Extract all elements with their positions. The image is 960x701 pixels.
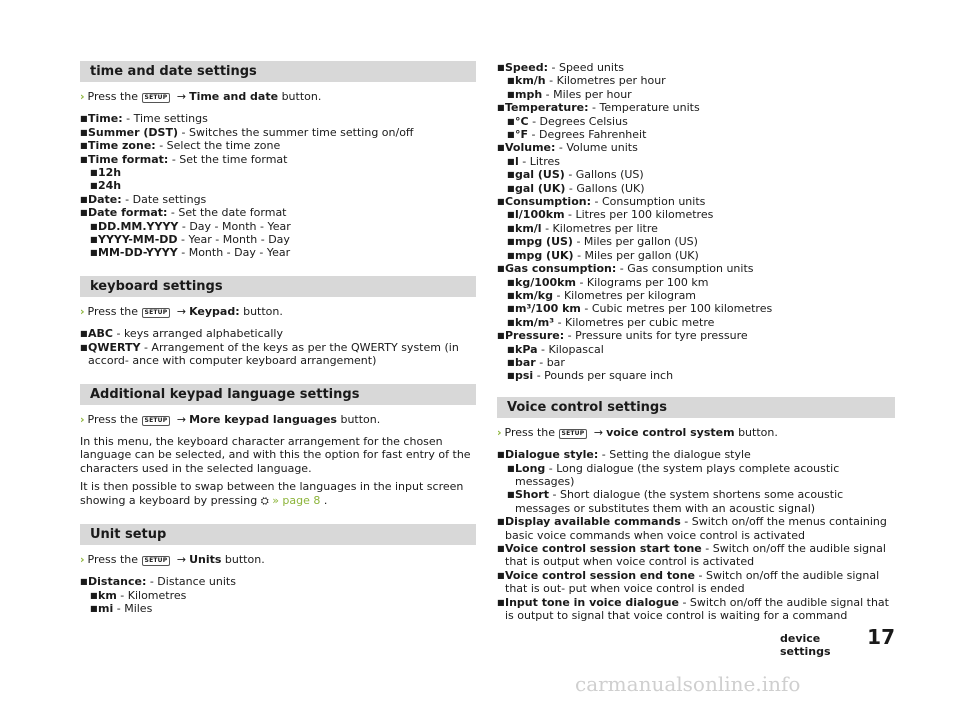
item-desc: - Set the date format	[170, 206, 287, 220]
step-suffix: button.	[281, 90, 322, 103]
item-desc: - Short dialogue (the system shortens some acoustic messages or substitutes them with an acoustic signal)	[515, 488, 844, 515]
item-desc: - Degrees Fahrenheit	[531, 128, 647, 142]
step-target: Units	[189, 552, 222, 566]
item-label: gal (UK)	[515, 181, 566, 195]
item-desc: - Date settings	[125, 192, 207, 206]
item-desc: - Gas consumption units	[619, 262, 754, 276]
list-item	[497, 262, 895, 275]
item-label: kg/100km	[515, 275, 576, 289]
item-label: DD.MM.YYYY	[98, 219, 179, 233]
step-suffix: button.	[738, 425, 778, 439]
arrow-right-icon: →	[593, 425, 604, 439]
chevron-right-icon: ›	[80, 304, 85, 318]
item-label: mi	[98, 602, 114, 616]
chevron-right-icon: ›	[497, 425, 502, 439]
section-units-continued	[497, 61, 895, 383]
sub-list-item	[497, 115, 895, 128]
bullet-icon: ■	[497, 570, 505, 580]
bullet-icon: ■	[90, 248, 98, 258]
item-label: Pressure:	[505, 329, 565, 343]
item-desc: - keys arranged alphabetically	[116, 327, 283, 341]
page-number: 17	[867, 625, 895, 649]
bullet-icon: ■	[507, 317, 515, 327]
item-desc: - Arrangement of the keys as per the QWERTY system (in accord- ance with computer keyboard arrangement)	[88, 340, 459, 368]
section-title: time and date settings	[80, 61, 476, 82]
bullet-icon: ■	[90, 221, 98, 231]
item-desc: - Degrees Celsius	[532, 114, 628, 128]
bullet-icon: ■	[90, 604, 98, 614]
item-label: Display available commands	[505, 515, 681, 529]
item-label: Volume:	[505, 141, 556, 155]
sub-list-item	[497, 316, 895, 329]
bullet-icon: ■	[507, 170, 515, 180]
watermark: carmanualsonline.info	[575, 672, 801, 696]
item-desc: - Speed units	[551, 61, 624, 74]
item-desc: - Consumption units	[594, 195, 706, 209]
paragraph-text: It is then possible to swap between the languages in the input screen showing a keyboard by pressing	[80, 480, 464, 507]
setup-key-icon: SETUP	[142, 416, 171, 426]
bullet-icon: ■	[497, 450, 505, 460]
item-label: Distance:	[88, 575, 147, 589]
bullet-icon: ■	[90, 235, 98, 245]
list-item	[497, 195, 895, 208]
item-desc: - Kilopascal	[541, 342, 604, 356]
sub-list-item	[497, 235, 895, 248]
bullet-icon: ■	[497, 544, 505, 553]
item-label: Voice control session start tone	[505, 542, 702, 555]
sub-list-item	[497, 302, 895, 315]
bullet-icon: ■	[507, 490, 515, 500]
step-instruction	[497, 426, 895, 439]
item-label: Time zone:	[88, 139, 156, 153]
setup-key-icon: SETUP	[142, 556, 171, 566]
item-label: ABC	[88, 327, 113, 341]
paragraph-end: .	[323, 493, 328, 507]
item-list	[80, 112, 476, 259]
sub-list-item	[497, 289, 895, 302]
bullet-icon: ■	[90, 590, 98, 600]
item-label: km/h	[515, 74, 546, 88]
step-target: voice control system	[606, 425, 735, 439]
list-item	[80, 327, 476, 340]
globe-icon: ⛭	[260, 495, 269, 507]
bullet-icon: ■	[507, 250, 515, 260]
step-prefix: Press the	[87, 90, 139, 103]
sub-list-item	[497, 276, 895, 289]
item-label: Input tone in voice dialogue	[505, 595, 679, 609]
list-item	[80, 139, 476, 152]
list-item	[497, 141, 895, 154]
page-footer	[780, 624, 895, 659]
item-label: mpg (UK)	[515, 248, 574, 262]
sub-list-item	[497, 343, 895, 356]
list-item	[497, 61, 895, 74]
section-title: Unit setup	[80, 524, 476, 545]
item-desc: - Litres per 100 kilometres	[568, 208, 714, 222]
step-instruction	[80, 553, 476, 566]
sub-list-item	[497, 182, 895, 195]
item-label: Temperature:	[505, 101, 589, 115]
step-instruction	[80, 90, 476, 103]
bullet-icon: ■	[507, 344, 515, 354]
step-prefix: Press the	[87, 412, 139, 426]
sub-list-item	[80, 246, 476, 259]
list-item	[497, 329, 895, 342]
item-label: °F	[515, 128, 529, 142]
item-desc: - Temperature units	[592, 101, 700, 115]
sub-list-item	[80, 166, 476, 179]
list-item	[80, 575, 476, 588]
item-label: °C	[515, 114, 529, 128]
bullet-icon: ■	[90, 181, 98, 191]
step-prefix: Press the	[504, 425, 556, 439]
step-instruction	[80, 413, 476, 426]
sub-list-item	[80, 179, 476, 192]
paragraph: In this menu, the keyboard character arrangement for the chosen language can be selected, and with this the option for fast entry of the characters used in the selected language.	[80, 434, 471, 475]
item-desc: - Gallons (US)	[568, 168, 644, 182]
bullet-icon: ■	[507, 223, 515, 233]
page-link[interactable]: » page 8	[272, 493, 321, 507]
right-column	[497, 61, 895, 638]
item-label: Consumption:	[505, 195, 591, 209]
list-item	[497, 569, 895, 596]
left-column	[80, 61, 476, 632]
sub-list-item	[497, 74, 895, 87]
step-instruction	[80, 305, 476, 318]
sub-list-item	[80, 589, 476, 602]
bullet-icon: ■	[507, 237, 515, 247]
sub-list-item	[497, 356, 895, 369]
bullet-icon: ■	[497, 197, 505, 207]
bullet-icon: ■	[497, 63, 505, 72]
section-voice-control	[497, 397, 895, 623]
sub-list-item	[497, 168, 895, 181]
bullet-icon: ■	[507, 290, 515, 300]
item-label: Summer (DST)	[88, 125, 179, 139]
list-item	[80, 193, 476, 206]
item-label: QWERTY	[88, 340, 141, 354]
item-desc: - Switch on/off the audible signal that is out- put when voice control is ended	[505, 568, 880, 596]
list-item	[80, 206, 476, 219]
step-prefix: Press the	[87, 304, 139, 318]
item-desc: - Gallons (UK)	[568, 181, 645, 195]
item-label: kPa	[515, 342, 538, 356]
step-suffix: button.	[243, 304, 283, 318]
item-label: Time:	[88, 112, 123, 126]
bullet-icon: ■	[497, 143, 505, 153]
item-desc: - Kilometres per kilogram	[556, 288, 697, 302]
bullet-icon: ■	[497, 597, 505, 607]
bullet-icon: ■	[80, 141, 88, 151]
item-label: km/l	[515, 221, 542, 235]
list-item	[80, 112, 476, 125]
item-label: bar	[515, 355, 536, 369]
item-desc: - Cubic metres per 100 kilometres	[584, 302, 773, 316]
section-time-date	[80, 61, 476, 260]
section-additional-keypad	[80, 384, 476, 508]
item-desc: - Kilometres per hour	[549, 74, 666, 88]
bullet-icon: ■	[80, 329, 88, 339]
bullet-icon: ■	[507, 76, 515, 86]
bullet-icon: ■	[497, 517, 505, 527]
item-desc: - Month - Day - Year	[181, 246, 291, 260]
sub-list-item	[497, 128, 895, 141]
bullet-icon: ■	[80, 194, 88, 204]
sub-list-item	[497, 155, 895, 168]
item-label: Voice control session end tone	[505, 568, 695, 582]
bullet-icon: ■	[497, 264, 505, 274]
item-desc: - bar	[539, 355, 565, 369]
list-item	[497, 542, 895, 569]
bullet-icon: ■	[80, 154, 88, 164]
bullet-icon: ■	[80, 114, 88, 124]
item-desc: - Time settings	[126, 112, 208, 126]
setup-key-icon: SETUP	[142, 308, 171, 318]
step-target: Time and date	[189, 90, 279, 103]
bullet-icon: ■	[80, 577, 88, 587]
list-item	[80, 341, 476, 368]
item-label: Date:	[88, 192, 122, 206]
item-desc: - Miles	[116, 602, 153, 616]
bullet-icon: ■	[507, 183, 515, 193]
sub-list-item	[497, 462, 895, 489]
item-label: Long	[515, 461, 546, 475]
item-desc: - Switch on/off the audible signal that is output when voice control is activated	[505, 542, 886, 569]
arrow-right-icon: →	[176, 552, 187, 566]
item-desc: - Miles per hour	[545, 87, 632, 101]
item-desc: - Year - Month - Day	[181, 233, 290, 247]
bullet-icon: ■	[90, 168, 98, 178]
item-label: Time format:	[88, 152, 169, 166]
item-label: Speed:	[505, 61, 548, 74]
item-desc: - Day - Month - Year	[181, 219, 291, 233]
list-item	[80, 153, 476, 166]
section-title: keyboard settings	[80, 276, 476, 297]
item-desc: - Switches the summer time setting on/off	[181, 125, 414, 139]
list-item	[80, 126, 476, 139]
item-label: m³/100 km	[515, 302, 581, 316]
item-desc: - Pounds per square inch	[536, 369, 674, 383]
item-label: km/m³	[515, 315, 555, 329]
bullet-icon: ■	[507, 371, 515, 381]
sub-list-item	[497, 88, 895, 101]
bullet-icon: ■	[507, 156, 515, 166]
sub-list-item	[80, 220, 476, 233]
item-label: Dialogue style:	[505, 448, 599, 462]
arrow-right-icon: →	[176, 304, 187, 318]
item-label: mpg (US)	[515, 235, 573, 249]
item-desc: - Kilometres per litre	[545, 221, 658, 235]
sub-list-item	[497, 222, 895, 235]
footer-chapter-label: device settings	[780, 632, 831, 659]
step-suffix: button.	[340, 412, 381, 426]
item-desc: - Switch on/off the audible signal that is output to signal that voice control is waiting for a command	[505, 595, 889, 623]
section-unit-setup	[80, 524, 476, 616]
item-list	[80, 575, 476, 615]
sub-list-item	[497, 488, 895, 515]
item-label: Short	[515, 488, 549, 502]
bullet-icon: ■	[497, 331, 505, 341]
chevron-right-icon: ›	[80, 552, 85, 566]
item-desc: - Kilometres	[120, 588, 187, 602]
bullet-icon: ■	[507, 116, 515, 126]
item-list	[497, 448, 895, 622]
item-label: Date format:	[88, 206, 168, 220]
sub-list-item	[80, 233, 476, 246]
step-prefix: Press the	[87, 552, 139, 566]
item-desc: - Long dialogue (the system plays complete acoustic messages)	[515, 461, 840, 488]
bullet-icon: ■	[507, 357, 515, 367]
sub-list-item	[497, 208, 895, 221]
bullet-icon: ■	[80, 342, 88, 352]
step-suffix: button.	[224, 552, 265, 566]
setup-key-icon: SETUP	[559, 429, 588, 439]
sub-list-item	[497, 369, 895, 382]
item-label: psi	[515, 369, 534, 383]
section-keyboard	[80, 276, 476, 368]
item-desc: - Miles per gallon (UK)	[577, 248, 699, 262]
list-item	[497, 515, 895, 542]
item-label: km	[98, 588, 117, 602]
item-desc: - Miles per gallon (US)	[576, 235, 698, 249]
item-desc: - Setting the dialogue style	[601, 448, 751, 462]
item-desc: - Switch on/off the menus containing basic voice commands when voice control is activated	[505, 515, 887, 542]
bullet-icon: ■	[497, 103, 505, 113]
item-desc: - Pressure units for tyre pressure	[567, 329, 748, 343]
chevron-right-icon: ›	[80, 90, 85, 103]
bullet-icon: ■	[507, 210, 515, 220]
bullet-icon: ■	[507, 304, 515, 314]
list-item	[497, 101, 895, 114]
bullet-icon: ■	[507, 130, 515, 140]
bullet-icon: ■	[80, 127, 88, 137]
bullet-icon: ■	[507, 463, 515, 473]
item-label: YYYY-MM-DD	[98, 233, 178, 247]
item-label: km/kg	[515, 288, 553, 302]
item-desc: - Distance units	[149, 575, 236, 589]
section-title: Additional keypad language settings	[80, 384, 476, 405]
arrow-right-icon: →	[176, 90, 187, 103]
item-label: 24h	[98, 179, 122, 193]
section-title: Voice control settings	[497, 397, 895, 418]
item-label: 12h	[98, 166, 122, 180]
item-label: l	[515, 154, 519, 168]
item-desc: - Set the time format	[171, 152, 288, 166]
item-desc: - Select the time zone	[159, 139, 281, 153]
bullet-icon: ■	[507, 277, 515, 287]
item-label: l/100km	[515, 208, 565, 222]
step-target: Keypad:	[189, 304, 240, 318]
item-desc: - Kilograms per 100 km	[579, 275, 709, 289]
item-desc: - Volume units	[558, 141, 638, 155]
item-label: mph	[515, 87, 543, 101]
bullet-icon: ■	[507, 89, 515, 99]
sub-list-item	[80, 602, 476, 615]
item-list	[80, 327, 476, 367]
setup-key-icon: SETUP	[142, 93, 171, 103]
item-label: gal (US)	[515, 168, 565, 182]
step-target: More keypad languages	[189, 412, 337, 426]
item-label: Gas consumption:	[505, 262, 617, 276]
list-item	[497, 448, 895, 461]
item-desc: - Kilometres per cubic metre	[557, 315, 715, 329]
bullet-icon: ■	[80, 208, 88, 218]
chevron-right-icon: ›	[80, 412, 85, 426]
list-item	[497, 596, 895, 623]
paragraph	[80, 480, 476, 508]
sub-list-item	[497, 249, 895, 262]
arrow-right-icon: →	[176, 412, 187, 426]
item-desc: - Litres	[522, 154, 561, 168]
item-label: MM-DD-YYYY	[98, 246, 178, 260]
